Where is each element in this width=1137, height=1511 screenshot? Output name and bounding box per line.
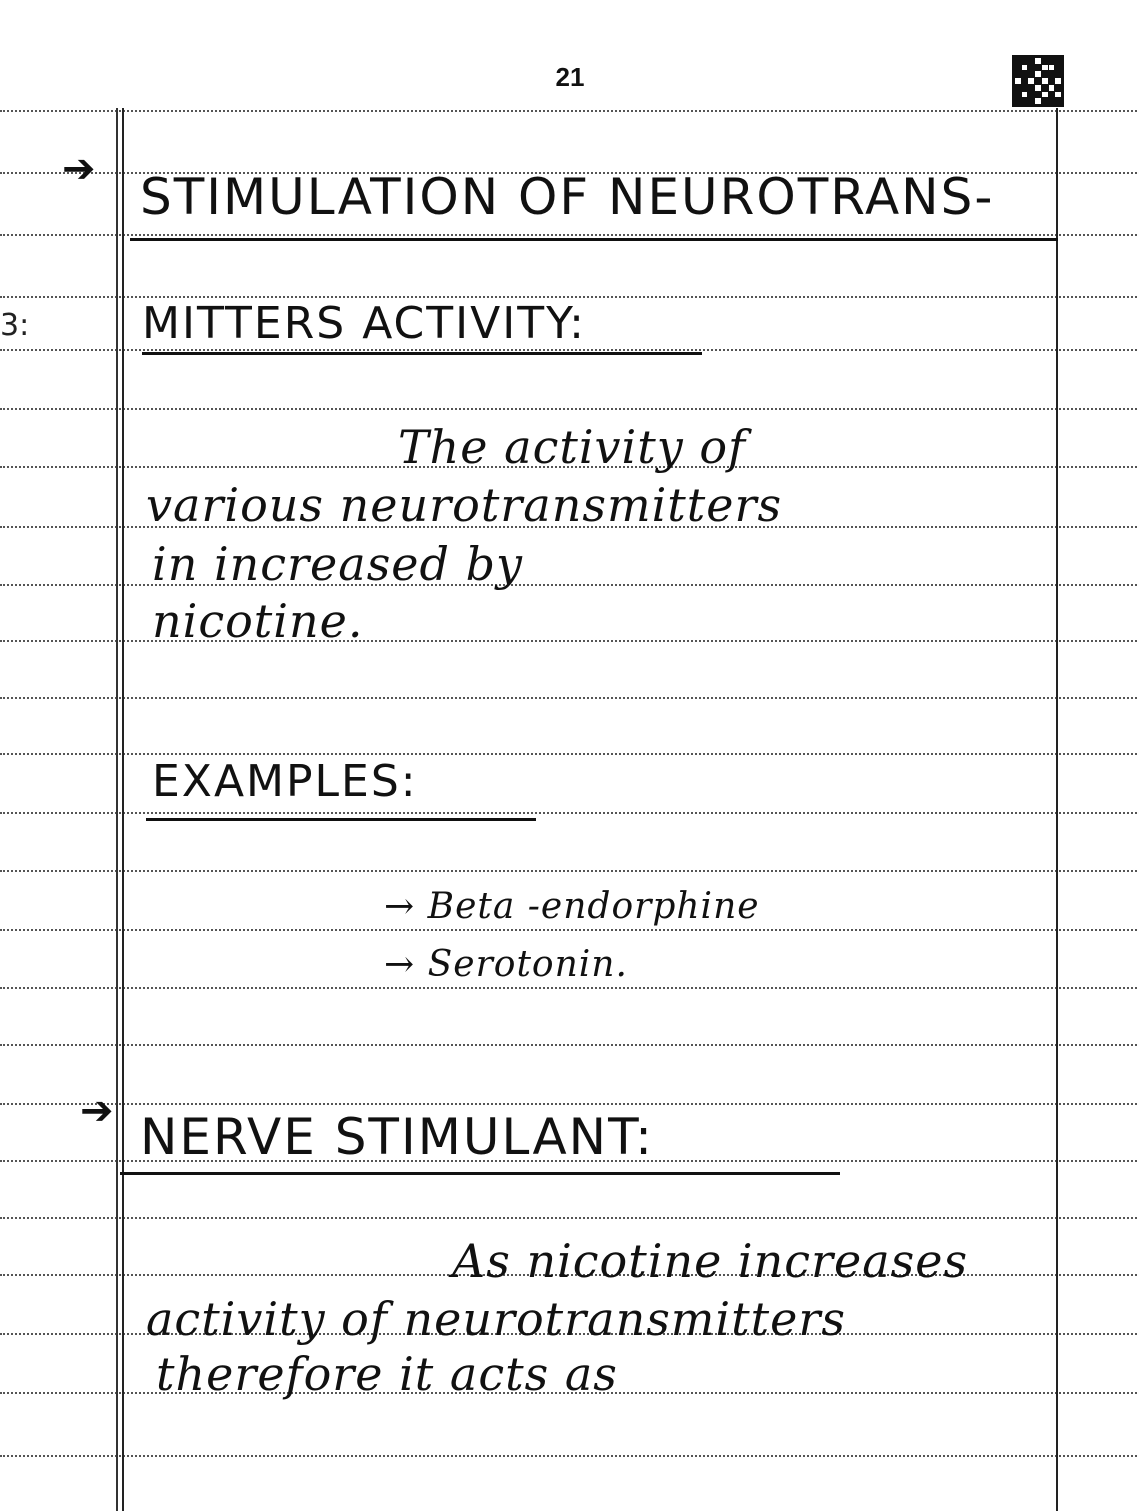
rule-line — [0, 1044, 1137, 1046]
paragraph-line: various neurotransmitters — [146, 478, 783, 532]
heading-underline — [142, 352, 702, 355]
paragraph-line: therefore it acts as — [156, 1347, 618, 1401]
rule-line — [0, 870, 1137, 872]
examples-heading: EXAMPLES: — [152, 756, 418, 807]
right-margin-line — [1056, 108, 1058, 1511]
rule-line — [0, 987, 1137, 989]
paragraph-line: in increased by — [152, 537, 524, 591]
rule-line — [0, 408, 1137, 410]
paragraph-line: nicotine. — [152, 594, 364, 648]
heading-underline — [146, 818, 536, 821]
rule-line — [0, 1103, 1137, 1105]
stray-margin-mark: 3: — [0, 308, 30, 343]
rule-line — [0, 349, 1137, 351]
rule-line — [0, 697, 1137, 699]
paragraph-line: As nicotine increases — [452, 1234, 969, 1288]
paragraph-line: activity of neurotransmitters — [146, 1292, 846, 1346]
rule-line — [0, 753, 1137, 755]
heading-underline — [120, 1172, 840, 1175]
qr-code-icon — [1012, 55, 1064, 107]
rule-line — [0, 929, 1137, 931]
list-item: → Beta -endorphine — [384, 886, 760, 927]
section-heading-line1: STIMULATION OF NEUROTRANS- — [140, 168, 995, 226]
rule-line — [0, 812, 1137, 814]
paragraph-line: The activity of — [398, 420, 747, 474]
list-item: → Serotonin. — [384, 944, 628, 985]
rule-line — [0, 1217, 1137, 1219]
left-margin-line — [116, 108, 118, 1511]
right-arrow-icon: ➔ — [80, 1088, 114, 1134]
right-arrow-icon: ➔ — [62, 146, 96, 192]
rule-line — [0, 234, 1137, 236]
left-margin-line — [122, 108, 124, 1511]
section-heading-line2: MITTERS ACTIVITY: — [142, 298, 586, 349]
rule-line — [0, 1455, 1137, 1457]
rule-line — [0, 110, 1137, 112]
page-number: 21 — [555, 62, 585, 92]
section-heading: NERVE STIMULANT: — [140, 1108, 654, 1166]
heading-underline — [130, 238, 1058, 241]
